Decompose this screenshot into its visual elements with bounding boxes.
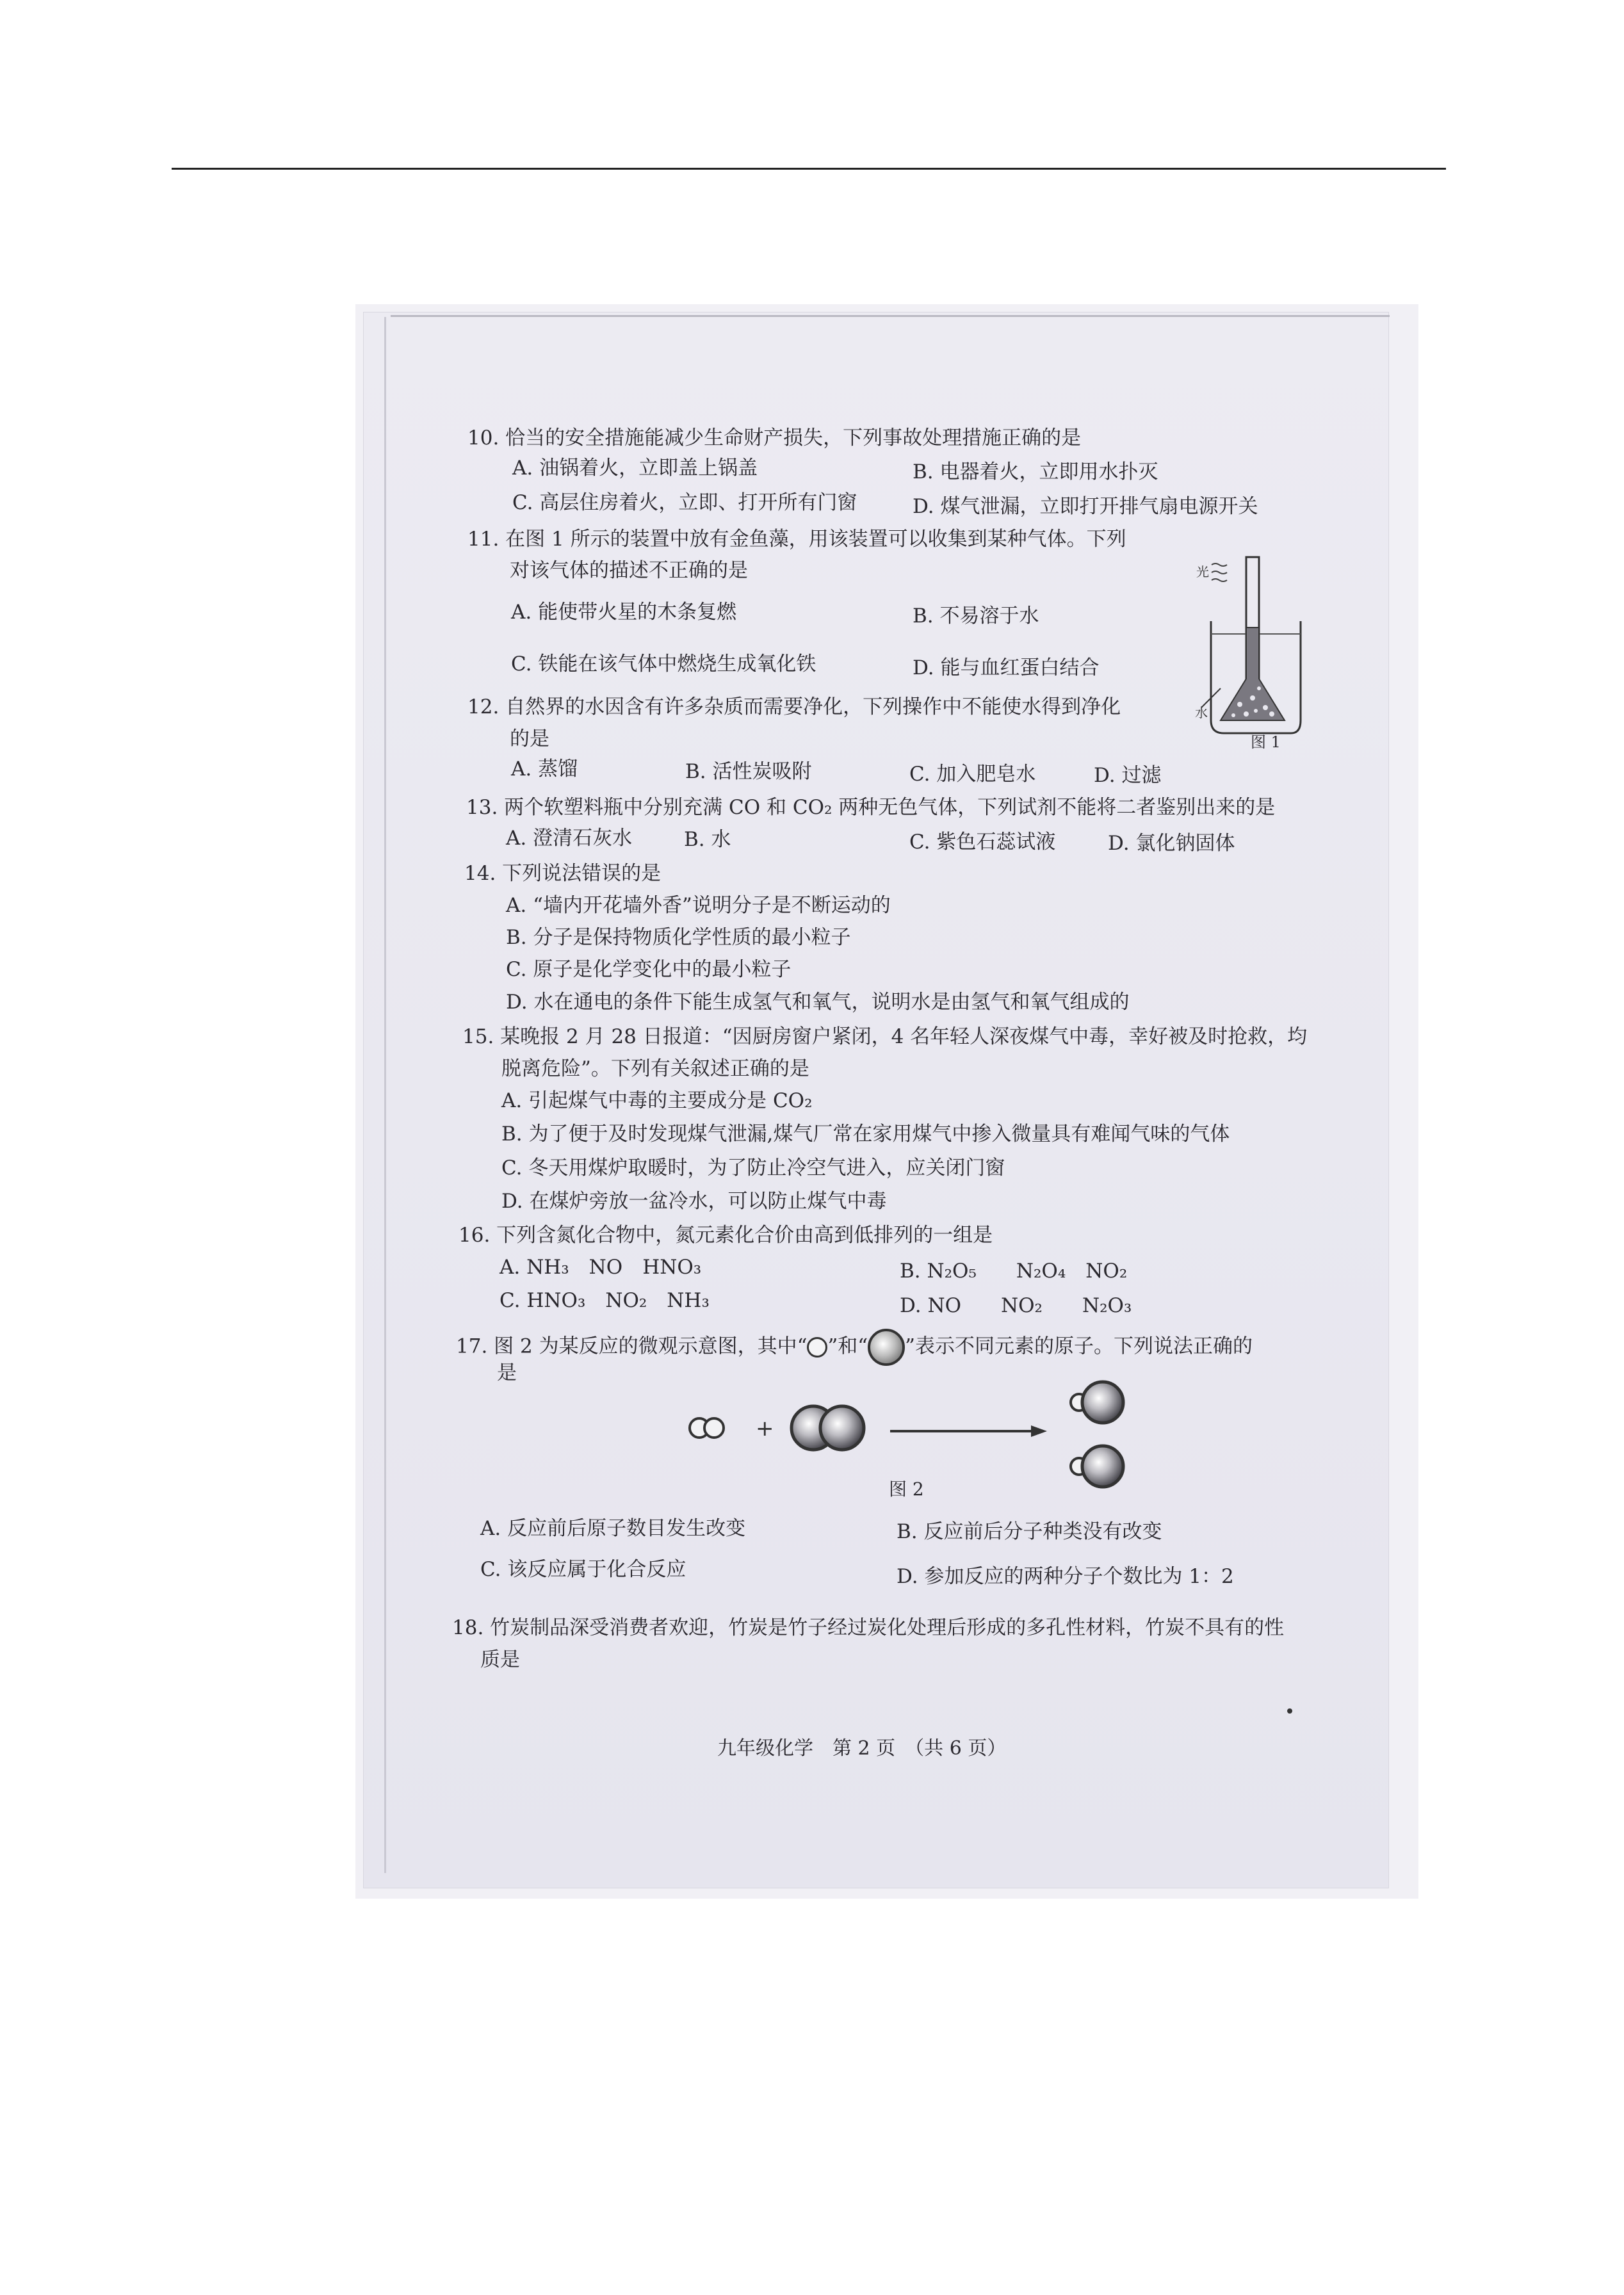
q18-stem-line1: 18. 竹炭制品深受消费者欢迎，竹炭是竹子经过炭化处理后形成的多孔性材料，竹炭不具有的性 [452, 1616, 1285, 1639]
q15-stem-line1: 15. 某晚报 2 月 28 日报道：“因厨房窗户紧闭，4 名年轻人深夜煤气中毒，幸好被及时抢救，均 [462, 1025, 1308, 1048]
q15-stem-line2: 脱离危险”。下列有关叙述正确的是 [501, 1057, 809, 1080]
q17-stem-post: ”表示不同元素的原子。下列说法正确的 [905, 1334, 1253, 1358]
product-molecule-bottom [1071, 1446, 1123, 1487]
arrow-head [1031, 1425, 1047, 1437]
q16-option-d: D. NO NO₂ N₂O₃ [900, 1294, 1132, 1317]
q10-option-b: B. 电器着火，立即用水扑灭 [913, 460, 1158, 483]
q13-option-d: D. 氯化钠固体 [1108, 832, 1235, 855]
plus-sign: + [756, 1416, 774, 1441]
large-atom-molecule [792, 1406, 864, 1450]
small-atom-molecule [690, 1418, 724, 1438]
q17-stem-line2: 是 [497, 1361, 517, 1384]
q14-option-b: B. 分子是保持物质化学性质的最小粒子 [506, 926, 851, 949]
funnel-with-pondweed [1221, 628, 1285, 720]
light-rays-icon [1212, 564, 1227, 581]
fig1-light-label: 光 [1196, 564, 1209, 580]
q13-option-a: A. 澄清石灰水 [506, 827, 633, 850]
q15-option-a: A. 引起煤气中毒的主要成分是 CO₂ [501, 1089, 813, 1112]
q17-stem-line1 [456, 1329, 1253, 1366]
q15-option-b: B. 为了便于及时发现煤气泄漏,煤气厂常在家用煤气中掺入微量具有难闻气味的气体 [501, 1123, 1230, 1146]
q17-stem-pre: 17. 图 2 为某反应的微观示意图，其中“ [456, 1334, 808, 1358]
q11-stem-line2: 对该气体的描述不正确的是 [510, 559, 748, 582]
q14-stem: 14. 下列说法错误的是 [464, 862, 662, 885]
q15-option-d: D. 在煤炉旁放一盆冷水，可以防止煤气中毒 [501, 1190, 887, 1213]
large-atom-icon [868, 1329, 905, 1366]
q17-option-b: B. 反应前后分子种类没有改变 [897, 1520, 1162, 1543]
q11-option-b: B. 不易溶于水 [913, 604, 1039, 628]
q18-stem-line2: 质是 [480, 1648, 520, 1671]
fig1-water-label: 水 [1195, 705, 1208, 720]
q15-option-c: C. 冬天用煤炉取暖时，为了防止冷空气进入，应关闭门窗 [501, 1156, 1005, 1180]
scan-edge-left [384, 317, 386, 1873]
figure-1-apparatus [1195, 551, 1304, 756]
q14-option-a: A. “墙内开花墙外香”说明分子是不断运动的 [506, 894, 891, 917]
q13-option-b: B. 水 [684, 828, 731, 851]
q10-option-d: D. 煤气泄漏，立即打开排气扇电源开关 [913, 495, 1258, 518]
q11-option-d: D. 能与血红蛋白结合 [913, 656, 1100, 679]
page-footer: 九年级化学 第 2 页 （共 6 页） [717, 1737, 1007, 1760]
q14-option-d: D. 水在通电的条件下能生成氢气和氧气，说明水是由氢气和氧气组成的 [506, 991, 1130, 1014]
figure-1-caption: 图 1 [1251, 733, 1281, 751]
q12-option-a: A. 蒸馏 [511, 758, 578, 781]
q10-stem: 10. 恰当的安全措施能减少生命财产损失，下列事故处理措施正确的是 [467, 426, 1082, 450]
q12-stem-line2: 的是 [510, 727, 549, 750]
q17-option-d: D. 参加反应的两种分子个数比为 1：2 [897, 1565, 1234, 1588]
q11-option-c: C. 铁能在该气体中燃烧生成氧化铁 [511, 653, 816, 676]
scan-edge-top [391, 315, 1390, 317]
q12-option-d: D. 过滤 [1094, 764, 1162, 787]
q13-stem: 13. 两个软塑料瓶中分别充满 CO 和 CO₂ 两种无色气体，下列试剂不能将二者鉴别出来的是 [466, 796, 1276, 819]
scan-speck [1287, 1708, 1292, 1714]
q17-stem-mid: ”和“ [827, 1334, 868, 1358]
product-molecule-top [1071, 1382, 1123, 1423]
q14-option-c: C. 原子是化学变化中的最小粒子 [506, 958, 792, 981]
q11-stem-line1: 11. 在图 1 所示的装置中放有金鱼藻，用该装置可以收集到某种气体。下列 [467, 528, 1126, 551]
small-atom-icon [807, 1337, 827, 1358]
q12-option-c: C. 加入肥皂水 [909, 763, 1036, 786]
q17-option-a: A. 反应前后原子数目发生改变 [480, 1517, 746, 1540]
header-rule [172, 168, 1446, 170]
q16-option-b: B. N₂O₅ N₂O₄ NO₂ [900, 1260, 1128, 1283]
q17-option-c: C. 该反应属于化合反应 [480, 1558, 686, 1581]
q16-option-a: A. NH₃ NO HNO₃ [499, 1256, 702, 1279]
figure-2-caption: 图 2 [889, 1479, 924, 1500]
q12-stem-line1: 12. 自然界的水因含有许多杂质而需要净化，下列操作中不能使水得到净化 [467, 695, 1121, 718]
q13-option-c: C. 紫色石蕊试液 [909, 831, 1056, 854]
q10-option-a: A. 油锅着火，立即盖上锅盖 [512, 457, 758, 480]
q16-option-c: C. HNO₃ NO₂ NH₃ [499, 1289, 710, 1312]
q16-stem: 16. 下列含氮化合物中，氮元素化合价由高到低排列的一组是 [459, 1224, 993, 1247]
q11-option-a: A. 能使带火星的木条复燃 [511, 601, 737, 624]
q12-option-b: B. 活性炭吸附 [685, 760, 812, 783]
q10-option-c: C. 高层住房着火，立即、打开所有门窗 [512, 491, 857, 514]
